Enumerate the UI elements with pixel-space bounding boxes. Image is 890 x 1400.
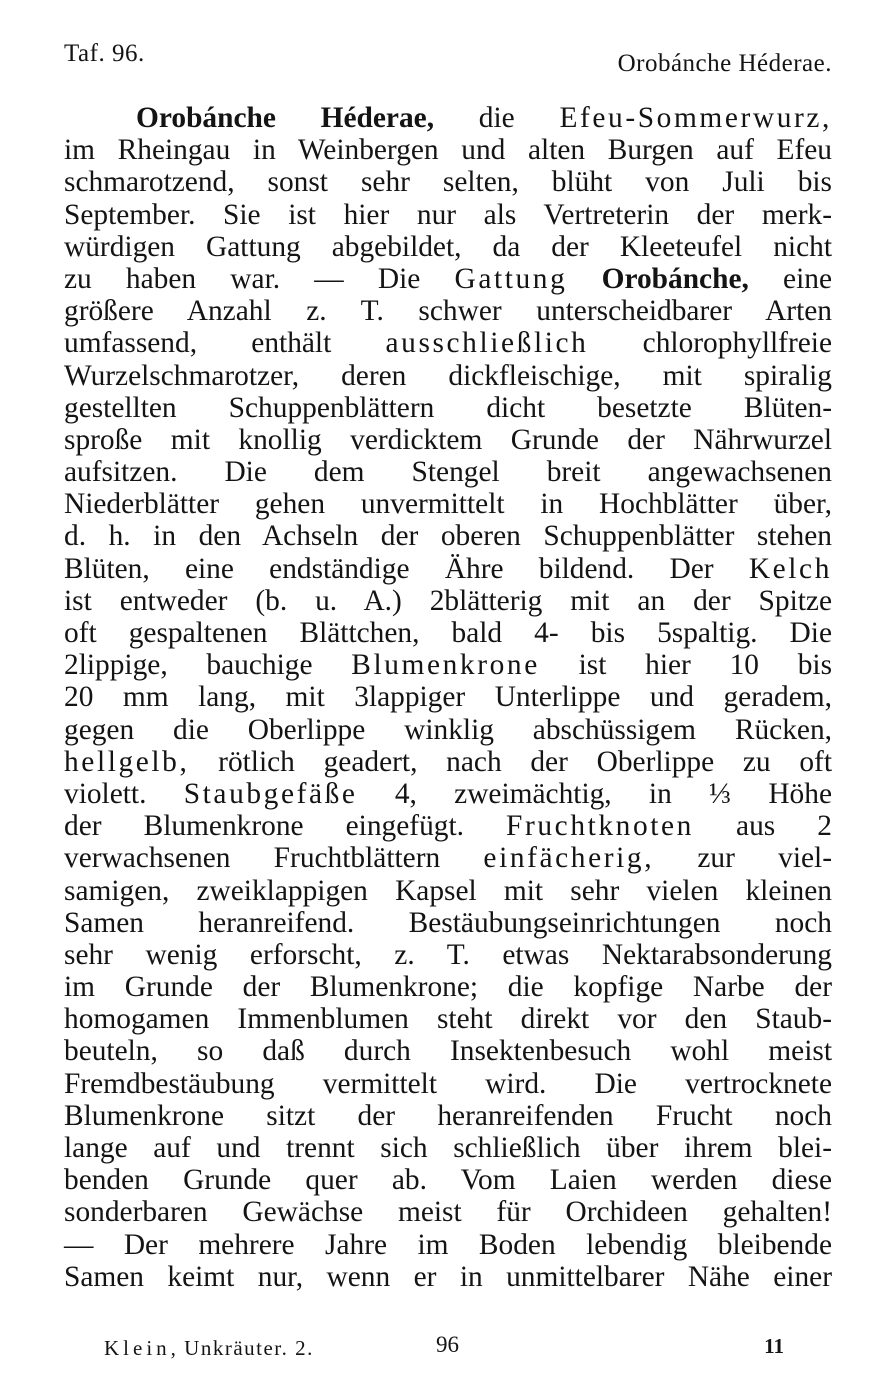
text-line: beuteln, so daß durch Insektenbesuch wohl meist	[64, 1035, 832, 1068]
text-line: gegen die Oberlippe winklig abschüssigem Rücken,	[64, 713, 832, 746]
author-name: Klein	[104, 1336, 171, 1360]
running-head	[64, 40, 832, 76]
text-line: lange auf und trennt sich schließlich über ihrem blei-	[64, 1132, 832, 1164]
spaced-term: Staubgefäße	[183, 777, 358, 810]
text-line: Samen heranreifend. Bestäubungseinrichtungen noch	[64, 906, 832, 939]
spaced-term: ausschließlich	[385, 327, 589, 360]
series-imprint	[104, 1336, 314, 1361]
text-line: samigen, zweiklappigen Kapsel mit sehr vielen kleinen	[64, 874, 832, 907]
text-line: d. h. in den Achseln der oberen Schuppenblätter stehen	[64, 520, 832, 553]
spaced-term: einfächerig,	[483, 842, 655, 875]
spaced-term: Blumenkrone	[351, 649, 540, 682]
text-line: homogamen Immenblumen steht direkt vor den Staub-	[64, 1003, 832, 1036]
text-line: zu haben war. — Die Gattung Orobánche, eine	[64, 262, 832, 295]
text-line: im Grunde der Blumenkrone; die kopfige Narbe der	[64, 971, 832, 1004]
plate-number: Taf. 96.	[64, 40, 145, 67]
text-line: größere Anzahl z. T. schwer unterscheidbarer Arten	[64, 295, 832, 328]
text-line: der Blumenkrone eingefügt. Fruchtknoten aus 2	[64, 810, 832, 843]
common-name: Efeu-Sommerwurz,	[559, 102, 833, 134]
text-line: Niederblätter gehen unvermittelt in Hochblätter über,	[64, 488, 832, 521]
page-number: 96	[436, 1332, 459, 1357]
text-line: schmarotzend, sonst sehr selten, blüht von Juli bis	[64, 166, 832, 199]
text-line: Blüten, eine endständige Ähre bildend. Der Kelch	[64, 552, 832, 585]
text-line: aufsitzen. Die dem Stengel breit angewachsenen	[64, 456, 832, 489]
text-line: 20 mm lang, mit 3lappiger Unterlippe und geradem,	[64, 681, 832, 714]
text-line: oft gespaltenen Blättchen, bald 4- bis 5spaltig. Die	[64, 617, 832, 649]
text-line: würdigen Gattung abgebildet, da der Kleeteufel nicht	[64, 230, 832, 263]
text-line: hellgelb, rötlich geadert, nach der Oberlippe zu oft	[64, 745, 832, 778]
text-line: Orobánche Héderae, die Efeu-Sommerwurz,	[136, 102, 833, 134]
spaced-term: Kelch	[748, 552, 832, 585]
text-line: benden Grunde quer ab. Vom Laien werden diese	[64, 1164, 832, 1197]
text-line: gestellten Schuppenblättern dicht besetzte Blüten-	[64, 391, 832, 424]
text-line: Samen keimt nur, wenn er in unmittelbarer Nähe einer	[64, 1260, 832, 1293]
text-line: 2lippige, bauchige Blumenkrone ist hier 10 bis	[64, 649, 833, 682]
text-line: sonderbaren Gewächse meist für Orchideen gehalten!	[64, 1196, 832, 1229]
text-line: ist entweder (b. u. A.) 2blätterig mit an der Spitze	[64, 584, 832, 617]
page-footer	[104, 1332, 794, 1366]
series-title: , Unkräuter. 2.	[170, 1336, 314, 1360]
body-text	[64, 102, 832, 1293]
text-line: Fremdbestäubung vermittelt wird. Die vertrocknete	[64, 1067, 832, 1100]
text-line: umfassend, enthält ausschließlich chlorophyllfreie	[64, 327, 832, 360]
text-line: September. Sie ist hier nur als Vertreterin der merk-	[64, 198, 832, 231]
spaced-term: Fruchtknoten	[506, 810, 694, 843]
text-line: Wurzelschmarotzer, deren dickfleischige, mit spiralig	[64, 359, 832, 392]
spaced-term: Gattung	[454, 262, 568, 295]
signature-mark: 11	[764, 1334, 784, 1358]
text-line: sproße mit knollig verdicktem Grunde der Nährwurzel	[64, 423, 832, 456]
genus-name: Orobánche,	[601, 262, 749, 295]
text-line: — Der mehrere Jahre im Boden lebendig bleibende	[64, 1228, 832, 1261]
text-line: Blumenkrone sitzt der heranreifenden Frucht noch	[64, 1099, 832, 1132]
species-name: Orobánche Héderae,	[136, 102, 435, 134]
text-line: verwachsenen Fruchtblättern einfächerig, zur viel-	[64, 842, 832, 875]
text-line: sehr wenig erforscht, z. T. etwas Nektarabsonderung	[64, 938, 832, 971]
text-line: violett. Staubgefäße 4, zweimächtig, in ⅓ Höhe	[64, 777, 832, 810]
spaced-term: hellgelb,	[64, 745, 190, 778]
text-line: im Rheingau in Weinbergen und alten Burgen auf Efeu	[64, 134, 832, 167]
running-title: Orobánche Héderae.	[617, 50, 832, 77]
